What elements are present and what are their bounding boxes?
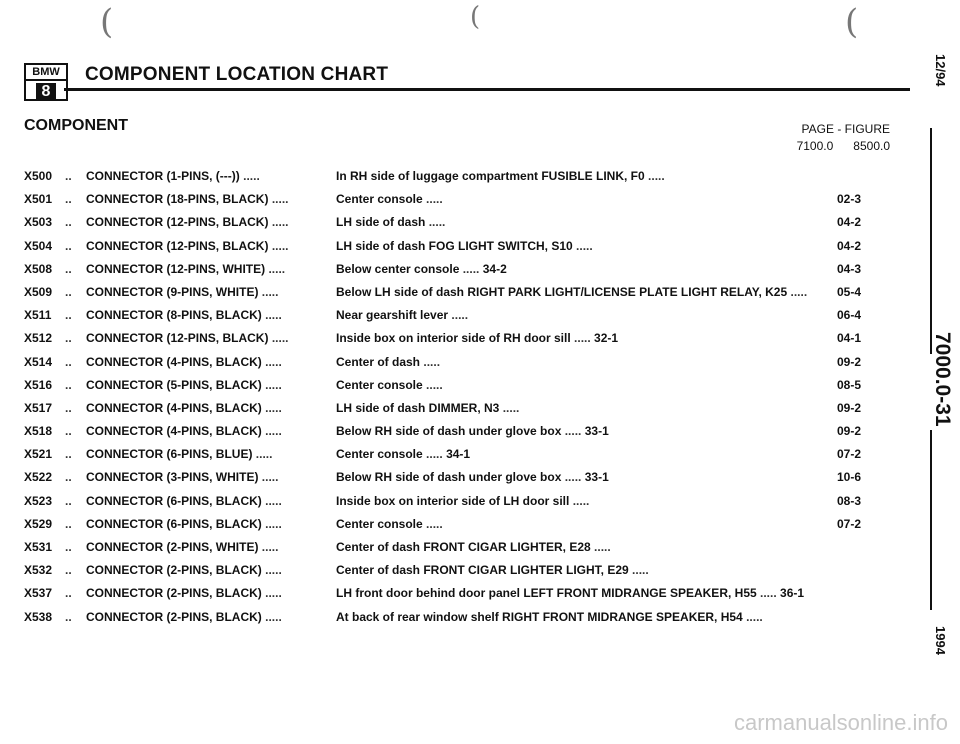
figure-ref: 02-3	[836, 192, 862, 207]
component-id: X522	[24, 470, 53, 485]
leader-dots: .....	[426, 447, 443, 462]
figure-ref: 04-3	[836, 261, 862, 276]
component-name: CONNECTOR (4-PINS, BLACK)	[86, 400, 262, 415]
leader-dots: .....	[564, 470, 582, 485]
leader-dots: .....	[265, 609, 282, 624]
component-location	[336, 540, 611, 554]
component-id: X516	[24, 377, 53, 392]
location-text: LH side of dash	[336, 215, 426, 230]
component-id: X518	[24, 424, 53, 439]
leader-dots: .....	[265, 516, 282, 531]
page-ref: 32-1	[594, 331, 619, 346]
figure-ref: 05-4	[836, 284, 862, 299]
location-text: Below RH side of dash under glove box	[336, 470, 562, 485]
component-id: X500	[24, 169, 53, 183]
leader-dots: ..	[65, 308, 72, 323]
leader-dots: .....	[261, 540, 279, 554]
leader-dots: .....	[255, 447, 273, 462]
location-text: LH front door behind door panel LEFT FRONT MIDRANGE SPEAKER, H55	[336, 586, 757, 601]
leader-dots: .....	[261, 470, 279, 485]
component-name: CONNECTOR (5-PINS, BLACK)	[86, 377, 262, 392]
table-row	[24, 540, 904, 563]
component-id: X531	[24, 540, 53, 554]
component-name: CONNECTOR (2-PINS, BLACK)	[86, 609, 262, 624]
location-text: Center console	[336, 377, 423, 392]
component-location	[336, 470, 609, 484]
component-name: CONNECTOR (6-PINS, BLACK)	[86, 516, 262, 531]
page-ref: 33-1	[584, 470, 609, 485]
bmw-logo-text: BMW	[26, 65, 66, 81]
leader-dots: ..	[65, 215, 72, 230]
leader-dots: .....	[271, 192, 289, 207]
component-location	[336, 517, 443, 531]
page-figure-label: PAGE - FIGURE	[801, 122, 890, 136]
component-description	[86, 285, 278, 299]
table-row	[24, 308, 904, 331]
location-text: Inside box on interior side of LH door sill	[336, 493, 570, 508]
component-location	[336, 331, 618, 345]
table-row	[24, 215, 904, 238]
component-description	[86, 586, 282, 600]
leader-dots: ..	[65, 169, 72, 183]
page-number: 7100.0	[796, 139, 834, 153]
component-name: CONNECTOR (4-PINS, BLACK)	[86, 424, 262, 439]
component-location	[336, 169, 665, 183]
table-row	[24, 262, 904, 285]
leader-dots: .....	[261, 284, 279, 299]
component-name: CONNECTOR (12-PINS, BLACK)	[86, 238, 269, 253]
leader-dots: .....	[271, 215, 289, 230]
leader-dots: ..	[65, 424, 72, 439]
component-location	[336, 401, 519, 415]
component-name: CONNECTOR (2-PINS, BLACK)	[86, 563, 262, 578]
leader-dots: .....	[265, 377, 282, 392]
leader-dots: .....	[790, 284, 808, 299]
sidebar-rule-top	[930, 128, 932, 354]
figure-ref: 07-2	[836, 447, 862, 462]
component-name: CONNECTOR (12-PINS, BLACK)	[86, 331, 269, 346]
leader-dots: ..	[65, 493, 72, 508]
component-description	[86, 192, 288, 206]
location-text: LH side of dash DIMMER, N3	[336, 400, 500, 415]
table-row	[24, 239, 904, 262]
component-name: CONNECTOR (8-PINS, BLACK)	[86, 308, 262, 323]
bmw-logo	[24, 63, 68, 101]
component-name: CONNECTOR (18-PINS, BLACK)	[86, 192, 269, 207]
table-row	[24, 285, 904, 308]
leader-dots: .....	[265, 586, 282, 601]
table-row	[24, 424, 904, 447]
table-row	[24, 169, 904, 192]
component-id: X514	[24, 354, 53, 369]
component-description	[86, 169, 260, 183]
leader-dots: .....	[576, 238, 593, 253]
component-name: CONNECTOR (1-PINS, (---))	[86, 169, 240, 183]
component-name: CONNECTOR (4-PINS, BLACK)	[86, 354, 262, 369]
table-row	[24, 355, 904, 378]
leader-dots: ..	[65, 238, 72, 253]
scan-mark-right: (	[845, 2, 859, 42]
component-column-heading: COMPONENT	[24, 117, 128, 134]
figure-ref: 04-1	[836, 331, 862, 346]
series-number: 8	[36, 83, 56, 101]
location-text: Center console	[336, 192, 423, 207]
component-name: CONNECTOR (2-PINS, WHITE)	[86, 540, 259, 554]
component-name: CONNECTOR (6-PINS, BLUE)	[86, 447, 253, 462]
location-text: Center of dash	[336, 354, 421, 369]
leader-dots: .....	[268, 261, 286, 276]
component-id: X537	[24, 586, 53, 601]
component-description	[86, 355, 282, 369]
component-name: CONNECTOR (6-PINS, BLACK)	[86, 493, 262, 508]
leader-dots: .....	[265, 308, 282, 323]
leader-dots: .....	[265, 354, 282, 369]
figure-ref: 04-2	[836, 238, 862, 253]
component-description	[86, 610, 282, 624]
figure-ref: 04-2	[836, 215, 862, 230]
sidebar-date: 12/94	[933, 54, 948, 87]
leader-dots: ..	[65, 470, 72, 485]
leader-dots: ..	[65, 447, 72, 462]
sidebar-year: 1994	[933, 626, 948, 655]
location-text: Near gearshift lever	[336, 308, 449, 323]
component-description	[86, 470, 278, 484]
sidebar-page-code: 7000.0-31	[931, 332, 954, 427]
table-row	[24, 378, 904, 401]
component-id: X509	[24, 284, 53, 299]
component-description	[86, 494, 282, 508]
leader-dots: .....	[423, 354, 441, 369]
leader-dots: .....	[426, 516, 443, 531]
leader-dots: ..	[65, 400, 72, 415]
component-id: X503	[24, 215, 53, 230]
component-list	[24, 169, 904, 633]
leader-dots: .....	[426, 192, 443, 207]
component-id: X523	[24, 493, 53, 508]
watermark: carmanualsonline.info	[733, 710, 948, 735]
leader-dots: .....	[265, 424, 282, 439]
table-row	[24, 563, 904, 586]
component-id: X501	[24, 192, 53, 207]
component-description	[86, 262, 285, 276]
component-location	[336, 563, 649, 577]
location-text: Inside box on interior side of RH door sill	[336, 331, 571, 346]
page-ref: 34-2	[482, 261, 507, 276]
component-location	[336, 610, 763, 624]
component-name: CONNECTOR (2-PINS, BLACK)	[86, 586, 262, 601]
component-id: X538	[24, 609, 53, 624]
leader-dots: .....	[502, 400, 520, 415]
component-id: X511	[24, 308, 52, 323]
location-text: Below RH side of dash under glove box	[336, 424, 562, 439]
leader-dots: ..	[65, 516, 72, 531]
leader-dots: ..	[65, 354, 72, 369]
component-location	[336, 192, 443, 206]
leader-dots: .....	[462, 261, 480, 276]
component-id: X529	[24, 516, 53, 531]
leader-dots: .....	[760, 586, 777, 601]
leader-dots: ..	[65, 377, 72, 392]
table-row	[24, 331, 904, 354]
table-row	[24, 447, 904, 470]
leader-dots: ..	[65, 586, 72, 601]
figure-ref: 10-6	[836, 470, 862, 485]
figure-number: 8500.0	[853, 139, 890, 153]
location-text: Center of dash FRONT CIGAR LIGHTER LIGHT, E29	[336, 563, 629, 578]
title-rule	[64, 88, 910, 91]
page-figure-heading	[797, 121, 890, 155]
component-description	[86, 239, 288, 253]
location-text: Below center console	[336, 261, 460, 276]
table-row	[24, 192, 904, 215]
component-name: CONNECTOR (12-PINS, WHITE)	[86, 261, 266, 276]
component-location	[336, 262, 507, 276]
leader-dots: .....	[271, 238, 289, 253]
location-text: In RH side of luggage compartment FUSIBLE LINK, F0	[336, 169, 645, 183]
component-id: X512	[24, 331, 53, 346]
table-row	[24, 401, 904, 424]
leader-dots: ..	[65, 331, 72, 346]
table-row	[24, 470, 904, 493]
page-figure-numbers	[797, 138, 890, 155]
leader-dots: ..	[65, 540, 72, 554]
leader-dots: ..	[65, 192, 72, 207]
component-description	[86, 540, 278, 554]
component-location	[336, 355, 440, 369]
table-row	[24, 586, 904, 609]
figure-ref: 07-2	[836, 516, 862, 531]
component-description	[86, 563, 282, 577]
component-location	[336, 494, 589, 508]
component-location	[336, 424, 609, 438]
component-location	[336, 239, 593, 253]
leader-dots: .....	[574, 331, 591, 346]
leader-dots: ..	[65, 284, 72, 299]
leader-dots: .....	[572, 493, 590, 508]
component-id: X532	[24, 563, 53, 578]
figure-ref: 09-2	[836, 400, 862, 415]
component-name: CONNECTOR (12-PINS, BLACK)	[86, 215, 269, 230]
leader-dots: .....	[632, 563, 649, 578]
component-location	[336, 308, 468, 322]
component-description	[86, 331, 288, 345]
figure-ref: 08-3	[836, 493, 862, 508]
component-description	[86, 215, 288, 229]
leader-dots: .....	[271, 331, 289, 346]
component-id: X504	[24, 238, 53, 253]
component-location	[336, 285, 807, 299]
component-description	[86, 401, 282, 415]
location-text: At back of rear window shelf RIGHT FRONT MIDRANGE SPEAKER, H54	[336, 609, 743, 624]
scan-mark-left: (	[100, 2, 114, 42]
leader-dots: .....	[594, 540, 611, 554]
figure-ref: 09-2	[836, 424, 862, 439]
component-id: X517	[24, 400, 53, 415]
component-location	[336, 447, 470, 461]
component-description	[86, 517, 282, 531]
component-description	[86, 447, 272, 461]
leader-dots: ..	[65, 563, 72, 578]
scan-mark-center: (	[470, 2, 481, 32]
figure-ref: 09-2	[836, 354, 862, 369]
location-text: Below LH side of dash RIGHT PARK LIGHT/LICENSE PLATE LIGHT RELAY, K25	[336, 284, 788, 299]
component-name: CONNECTOR (3-PINS, WHITE)	[86, 470, 259, 485]
location-text: Center console	[336, 516, 423, 531]
leader-dots: ..	[65, 609, 72, 624]
component-description	[86, 424, 282, 438]
component-location	[336, 378, 443, 392]
location-text: Center of dash FRONT CIGAR LIGHTER, E28	[336, 540, 591, 554]
component-location	[336, 586, 804, 600]
figure-ref: 08-5	[836, 377, 862, 392]
leader-dots: .....	[428, 215, 446, 230]
leader-dots: .....	[746, 609, 763, 624]
page-title: COMPONENT LOCATION CHART	[85, 64, 389, 85]
leader-dots: .....	[265, 563, 282, 578]
leader-dots: .....	[265, 400, 282, 415]
component-location	[336, 215, 445, 229]
component-id: X508	[24, 261, 53, 276]
page-sidebar	[912, 54, 954, 700]
page-ref: 36-1	[780, 586, 805, 601]
table-row	[24, 610, 904, 633]
component-id: X521	[24, 447, 53, 462]
leader-dots: .....	[426, 377, 443, 392]
location-text: LH side of dash FOG LIGHT SWITCH, S10	[336, 238, 573, 253]
page-ref: 33-1	[584, 424, 609, 439]
location-text: Center console	[336, 447, 423, 462]
leader-dots: ..	[65, 261, 72, 276]
component-name: CONNECTOR (9-PINS, WHITE)	[86, 284, 259, 299]
sidebar-rule-bottom	[930, 430, 932, 610]
leader-dots: .....	[265, 493, 282, 508]
table-row	[24, 517, 904, 540]
component-description	[86, 378, 282, 392]
leader-dots: .....	[648, 169, 665, 183]
leader-dots: .....	[243, 169, 260, 183]
leader-dots: .....	[451, 308, 469, 323]
table-row	[24, 494, 904, 517]
page-ref: 34-1	[446, 447, 471, 462]
leader-dots: .....	[564, 424, 582, 439]
figure-ref: 06-4	[836, 308, 862, 323]
component-description	[86, 308, 282, 322]
